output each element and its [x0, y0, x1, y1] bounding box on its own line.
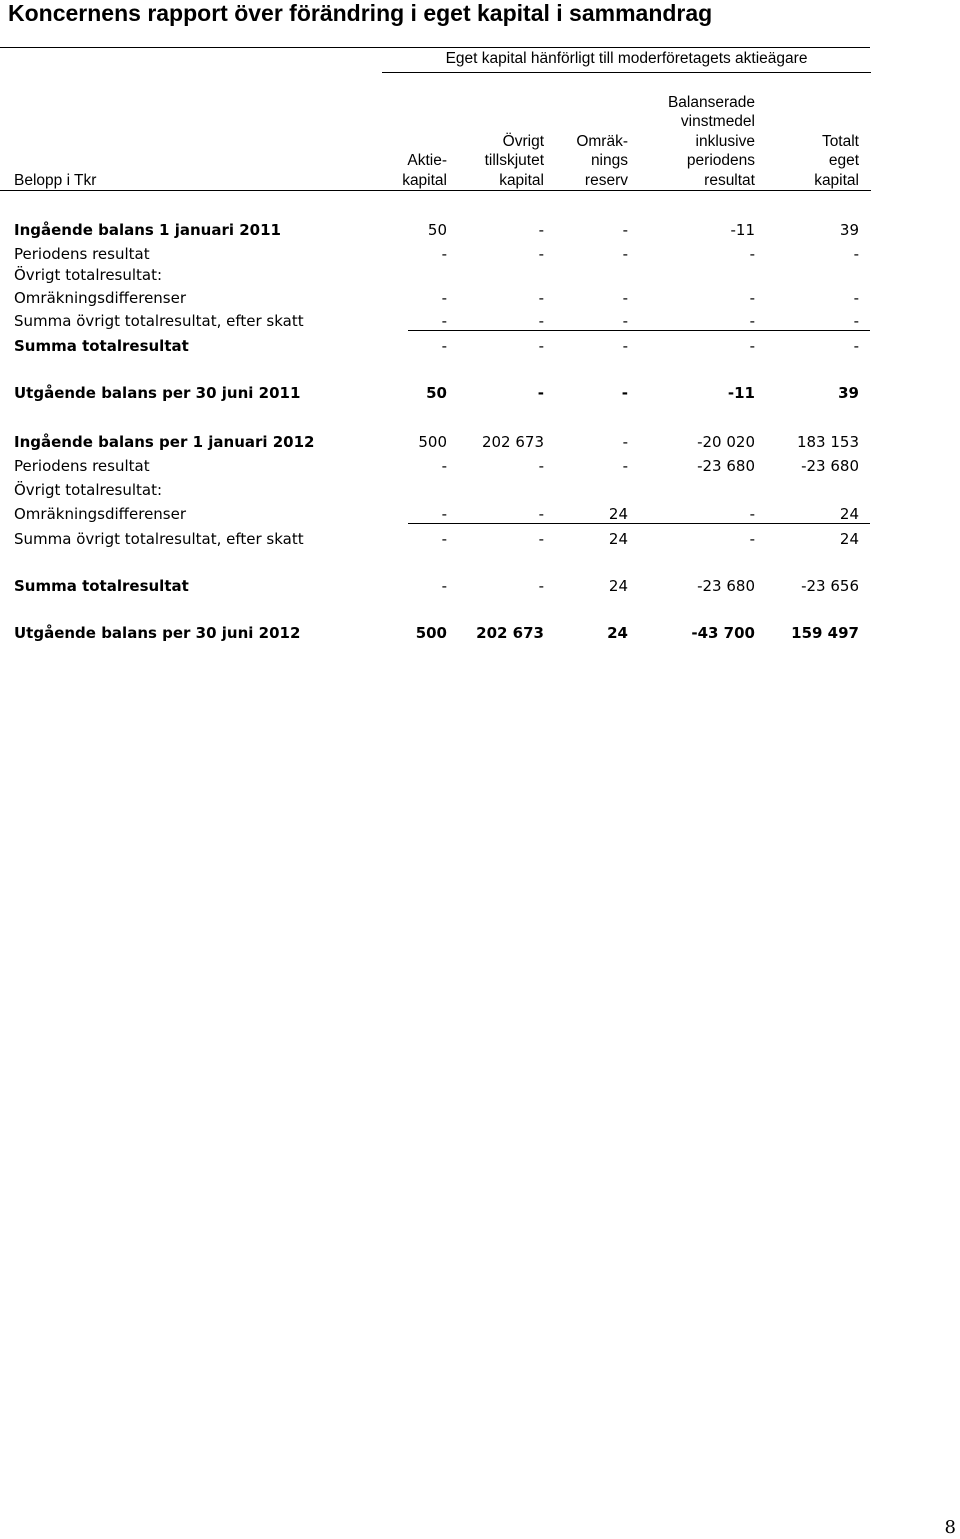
- cell-aktiekapital: -: [441, 312, 447, 330]
- cell-ovrigt-tillskjutet: -: [538, 337, 544, 355]
- cell-aktiekapital: 500: [415, 624, 447, 642]
- cell-balanserade: -23 680: [697, 457, 755, 475]
- column-header-balanserade-vinstmedel: Balanserade vinstmedel inklusive periodens resultat: [667, 93, 755, 189]
- cell-balanserade: -: [749, 245, 755, 263]
- cell-balanserade: -23 680: [697, 577, 755, 595]
- cell-omrakningsreserv: 24: [608, 577, 628, 595]
- cell-ovrigt-tillskjutet: -: [538, 245, 544, 263]
- column-header-ovrigt-tillskjutet-kapital: Övrigt tillskjutet kapital: [484, 132, 544, 189]
- cell-omrakningsreserv: -: [622, 221, 628, 239]
- cell-omrakningsreserv: -: [622, 337, 628, 355]
- cell-totalt: -23 680: [801, 457, 859, 475]
- cell-omrakningsreserv: -: [622, 457, 628, 475]
- table-row: [0, 219, 960, 241]
- cell-balanserade: -: [749, 312, 755, 330]
- sum-rule: [408, 523, 870, 524]
- cell-ovrigt-tillskjutet: -: [538, 457, 544, 475]
- table-row: [0, 622, 960, 644]
- cell-totalt: -23 656: [801, 577, 859, 595]
- cell-totalt: 183 153: [796, 433, 859, 451]
- cell-balanserade: -11: [730, 221, 755, 239]
- table-row: [0, 335, 960, 357]
- cell-aktiekapital: -: [441, 289, 447, 307]
- cell-aktiekapital: -: [441, 337, 447, 355]
- table-row: [0, 382, 960, 404]
- cell-totalt: 39: [838, 384, 859, 402]
- cell-aktiekapital: -: [441, 457, 447, 475]
- header-rule: [0, 190, 871, 191]
- row-label: Ingående balans per 1 januari 2012: [14, 433, 315, 451]
- page-title: Koncernens rapport över förändring i eget kapital i sammandrag: [8, 0, 713, 26]
- row-label: Utgående balans per 30 juni 2012: [14, 624, 301, 642]
- cell-totalt: 159 497: [791, 624, 859, 642]
- cell-totalt: -: [853, 312, 859, 330]
- cell-omrakningsreserv: -: [622, 312, 628, 330]
- cell-ovrigt-tillskjutet: -: [538, 221, 544, 239]
- row-label: Övrigt totalresultat:: [14, 266, 163, 284]
- cell-aktiekapital: 50: [427, 221, 447, 239]
- group-rule: [382, 72, 871, 73]
- table-row: [0, 479, 960, 501]
- row-label: Summa totalresultat: [14, 337, 189, 355]
- table-row: [0, 264, 960, 286]
- cell-ovrigt-tillskjutet: 202 673: [481, 433, 544, 451]
- cell-balanserade: -20 020: [697, 433, 755, 451]
- cell-balanserade: -: [749, 530, 755, 548]
- cell-omrakningsreserv: -: [622, 245, 628, 263]
- column-header-omrakningsreserv: Omräk- nings reserv: [576, 132, 628, 189]
- cell-ovrigt-tillskjutet: -: [538, 505, 544, 523]
- row-label: Summa totalresultat: [14, 577, 189, 595]
- row-label: Omräkningsdifferenser: [14, 505, 187, 523]
- cell-balanserade: -: [749, 505, 755, 523]
- top-rule: [0, 47, 870, 48]
- table-row: [0, 431, 960, 453]
- row-label: Periodens resultat: [14, 245, 150, 263]
- row-label: Ingående balans 1 januari 2011: [14, 221, 281, 239]
- cell-aktiekapital: 50: [426, 384, 447, 402]
- cell-ovrigt-tillskjutet: 202 673: [476, 624, 544, 642]
- cell-totalt: 24: [839, 505, 859, 523]
- cell-ovrigt-tillskjutet: -: [538, 312, 544, 330]
- table-row: [0, 243, 960, 265]
- column-header-aktiekapital: Aktie- kapital: [402, 152, 447, 189]
- cell-aktiekapital: -: [441, 577, 447, 595]
- cell-aktiekapital: 500: [418, 433, 447, 451]
- cell-omrakningsreserv: -: [622, 289, 628, 307]
- column-header-totalt-eget-kapital: Totalt eget kapital: [814, 132, 859, 189]
- cell-omrakningsreserv: 24: [608, 530, 628, 548]
- row-label: Summa övrigt totalresultat, efter skatt: [14, 312, 304, 330]
- cell-omrakningsreserv: 24: [607, 624, 628, 642]
- table-row: [0, 503, 960, 525]
- cell-omrakningsreserv: -: [622, 433, 628, 451]
- sum-rule: [408, 330, 870, 331]
- cell-balanserade: -43 700: [691, 624, 755, 642]
- page-number: 8: [944, 1517, 956, 1538]
- cell-totalt: -: [853, 289, 859, 307]
- cell-ovrigt-tillskjutet: -: [538, 530, 544, 548]
- cell-totalt: -: [853, 245, 859, 263]
- row-label: Övrigt totalresultat:: [14, 481, 163, 499]
- table-row: [0, 310, 960, 332]
- cell-balanserade: -11: [727, 384, 755, 402]
- cell-balanserade: -: [749, 337, 755, 355]
- cell-aktiekapital: -: [441, 530, 447, 548]
- cell-ovrigt-tillskjutet: -: [538, 577, 544, 595]
- table-row: [0, 575, 960, 597]
- cell-aktiekapital: -: [441, 505, 447, 523]
- column-headers: [0, 90, 960, 190]
- cell-omrakningsreserv: -: [621, 384, 628, 402]
- row-label: Utgående balans per 30 juni 2011: [14, 384, 301, 402]
- table-row: [0, 528, 960, 550]
- cell-balanserade: -: [749, 289, 755, 307]
- group-header: Eget kapital hänförligt till moderföretagets aktieägare: [445, 50, 808, 67]
- table-row: [0, 287, 960, 309]
- cell-totalt: 24: [839, 530, 859, 548]
- cell-totalt: -: [853, 337, 859, 355]
- table-row: [0, 455, 960, 477]
- cell-ovrigt-tillskjutet: -: [537, 384, 544, 402]
- row-label: Summa övrigt totalresultat, efter skatt: [14, 530, 304, 548]
- row-header: Belopp i Tkr: [14, 171, 97, 189]
- row-label: Omräkningsdifferenser: [14, 289, 187, 307]
- cell-omrakningsreserv: 24: [608, 505, 628, 523]
- cell-totalt: 39: [839, 221, 859, 239]
- cell-ovrigt-tillskjutet: -: [538, 289, 544, 307]
- cell-aktiekapital: -: [441, 245, 447, 263]
- row-label: Periodens resultat: [14, 457, 150, 475]
